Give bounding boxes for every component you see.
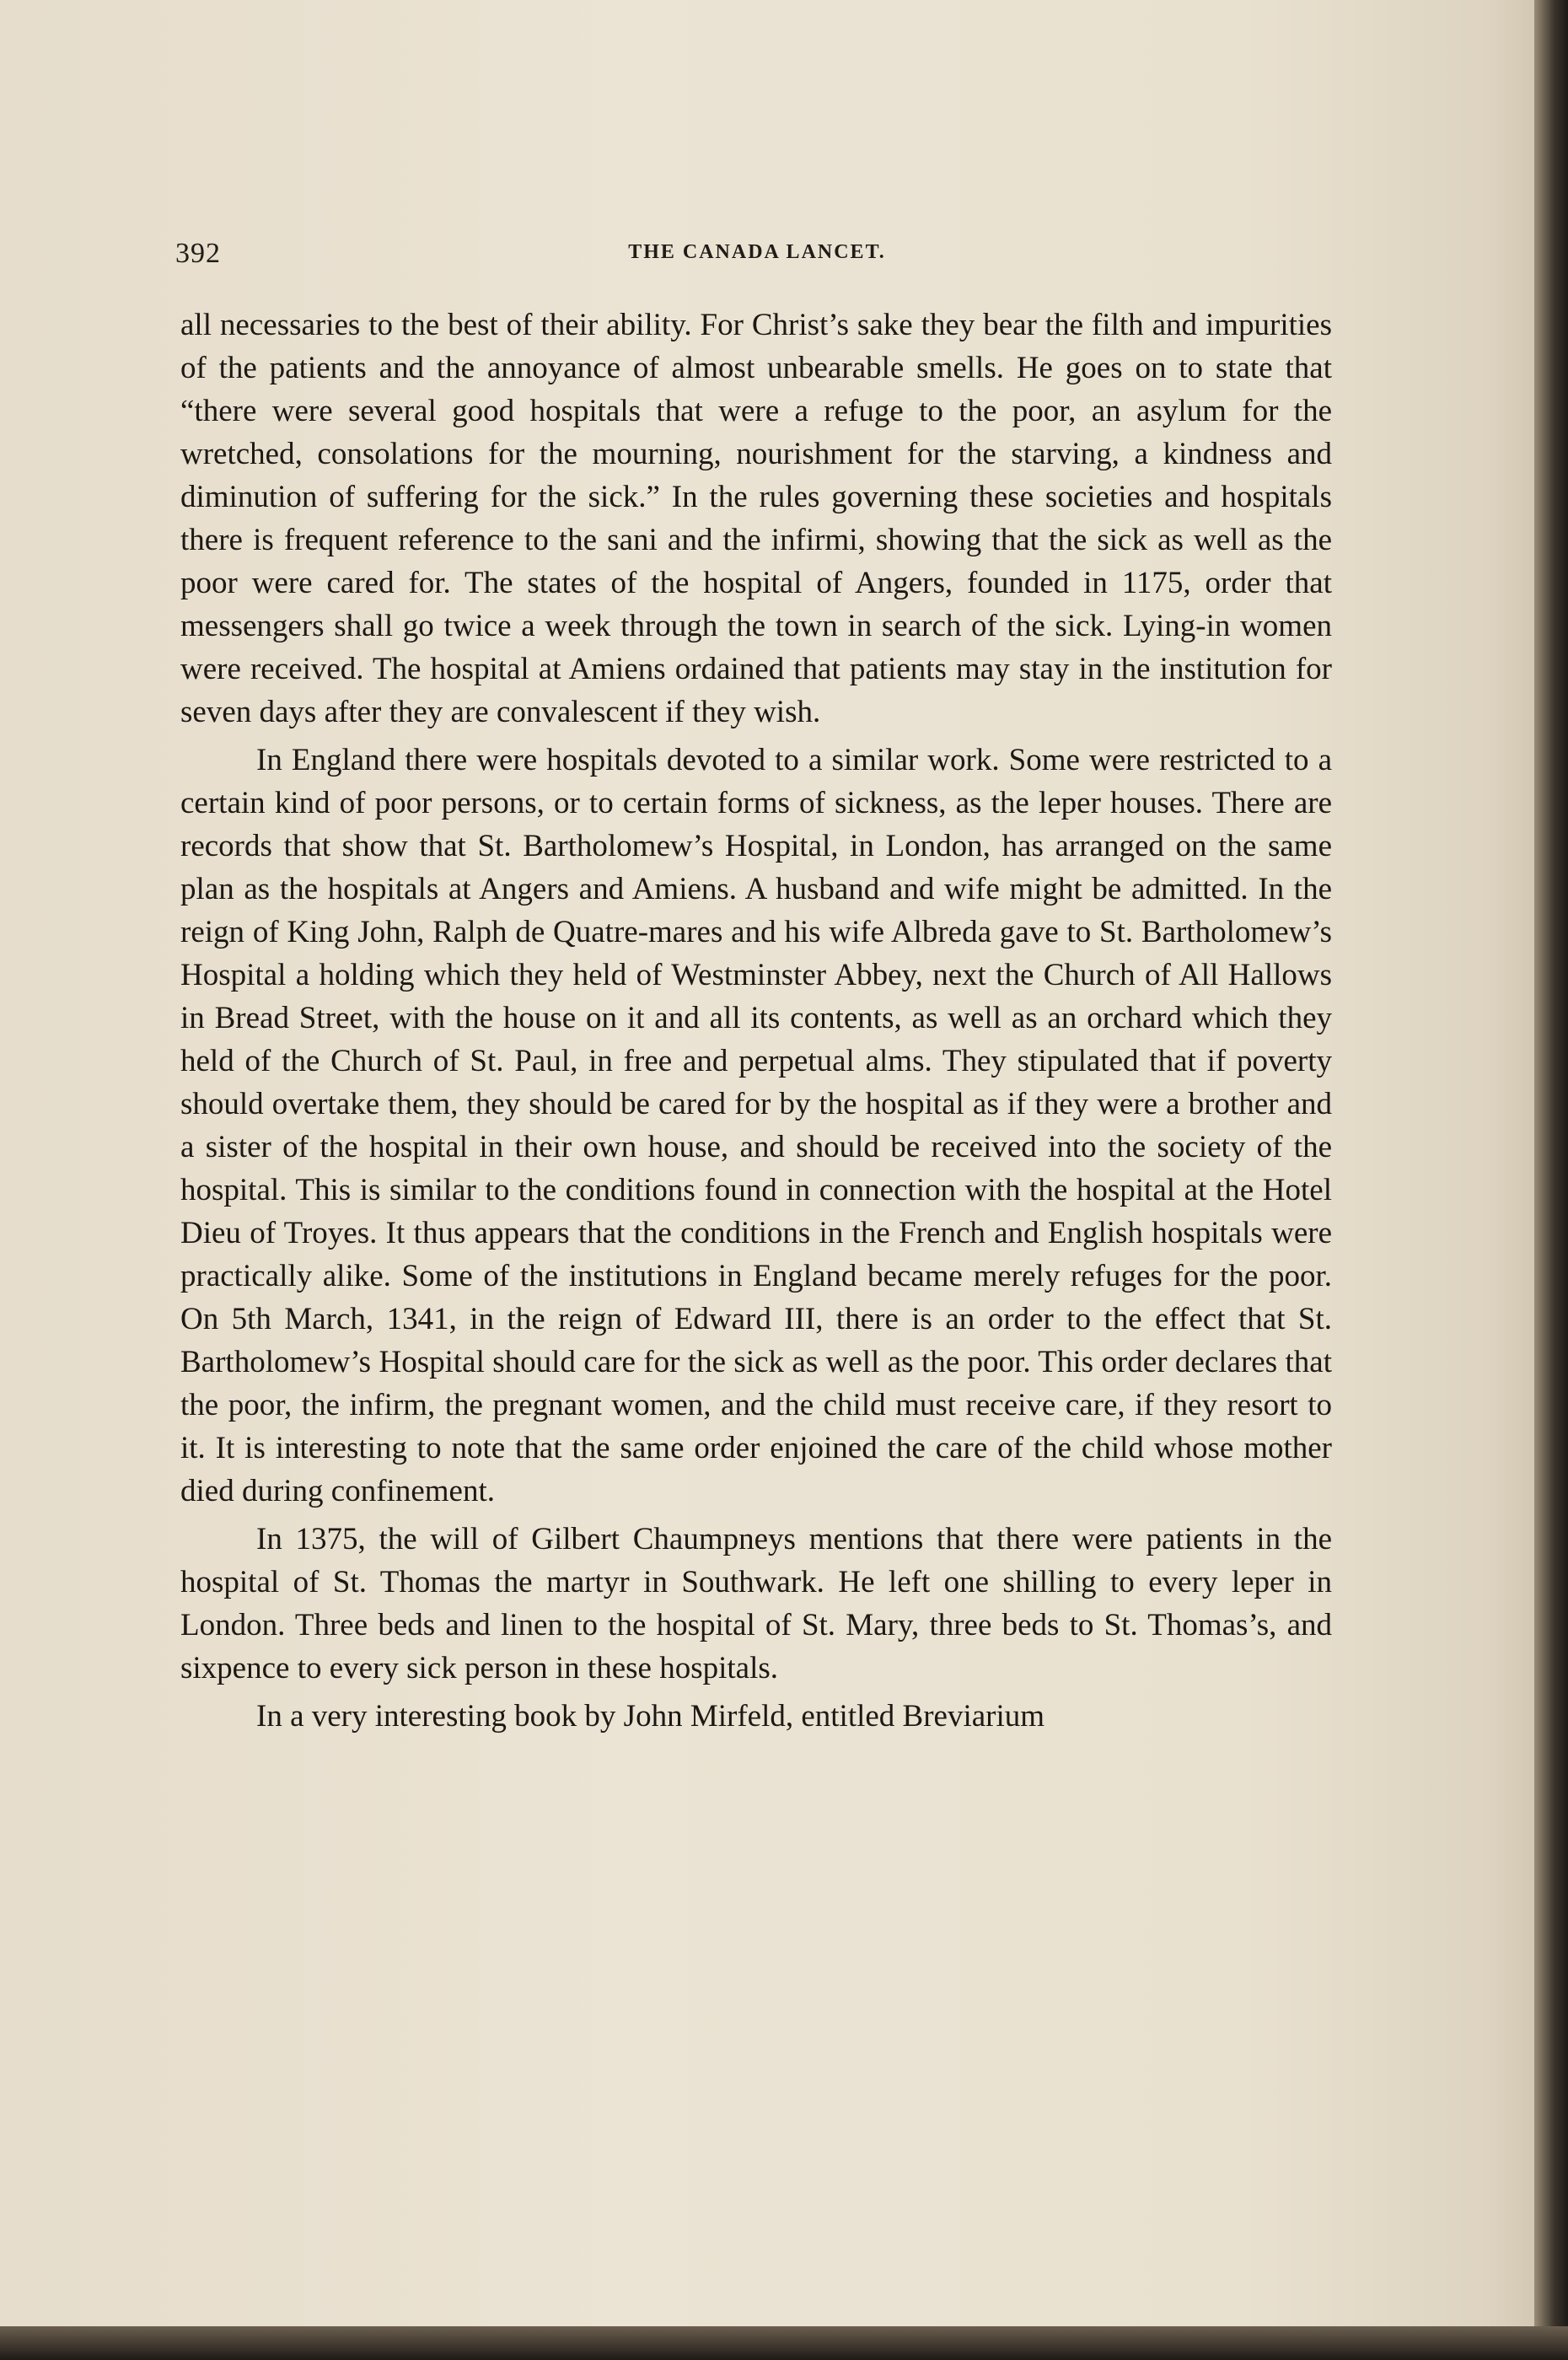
paragraph: all necessaries to the best of their ability. For Christ’s sake they bear the filth and impurities of the patients and the annoyance of almost unbearable smells. He goes on to state that “there were several good hospitals that were a refuge to the poor, an asylum for the wretched, consolations for the mourning, nourishment for the starving, a kindness and diminution of suffering for the sick.” In the rules governing these societies and hospitals there is frequent reference to the sani and the infirmi, showing that the sick as well as the poor were cared for. The states of the hospital of Angers, founded in 1175, order that messengers shall go twice a week through the town in search of the sick. Lying-in women were received. The hospital at Amiens ordained that patients may stay in the institution for seven days after they are convalescent if they wish. xyxy=(180,308,1332,729)
book-spine-shadow xyxy=(1534,0,1568,2360)
page-number: 392 xyxy=(175,238,221,269)
paragraph: In a very interesting book by John Mirfeld, entitled Breviarium xyxy=(256,1699,1045,1734)
journal-title: THE CANADA LANCET. xyxy=(628,241,886,263)
page-bottom-shadow xyxy=(0,2326,1568,2360)
paragraph: In 1375, the will of Gilbert Chaumpneys mentions that there were patients in the hospital of St. Thomas the martyr in Southwark. He left one shilling to every leper in London. Three beds and linen to the hospital of St. Mary, three beds to St. Thomas’s, and sixpence to every sick person in these hospitals. xyxy=(180,1522,1332,1685)
running-head xyxy=(175,238,1339,271)
paragraph: In England there were hospitals devoted to a similar work. Some were restricted to a certain kind of poor persons, or to certain forms of sickness, as the leper houses. There are records that show that St. Bartholomew’s Hospital, in London, has arranged on the same plan as the hospitals at Angers and Amiens. A husband and wife might be admitted. In the reign of King John, Ralph de Quatre-mares and his wife Albreda gave to St. Bartholomew’s Hospital a holding which they held of Westminster Abbey, next the Church of All Hallows in Bread Street, with the house on it and all its contents, as well as an orchard which they held of the Church of St. Paul, in free and perpetual alms. They stipulated that if poverty should overtake them, they should be cared for by the hospital as if they were a brother and a sister of the hospital in their own house, and should be received into the society of the hospital. This is similar to the conditions found in connection with the hospital at the Hotel Dieu of Troyes. It thus appears that the conditions in the French and English hospitals were practically alike. Some of the institutions in England became merely refuges for the poor. On 5th March, 1341, in the reign of Edward III, there is an order to the effect that St. Bartholomew’s Hospital should care for the sick as well as the poor. This order declares that the poor, the infirm, the pregnant women, and the child must receive care, if they resort to it. It is interesting to note that the same order enjoined the care of the child whose mother died during confinement. xyxy=(180,743,1332,1508)
article-body xyxy=(180,304,1332,1743)
